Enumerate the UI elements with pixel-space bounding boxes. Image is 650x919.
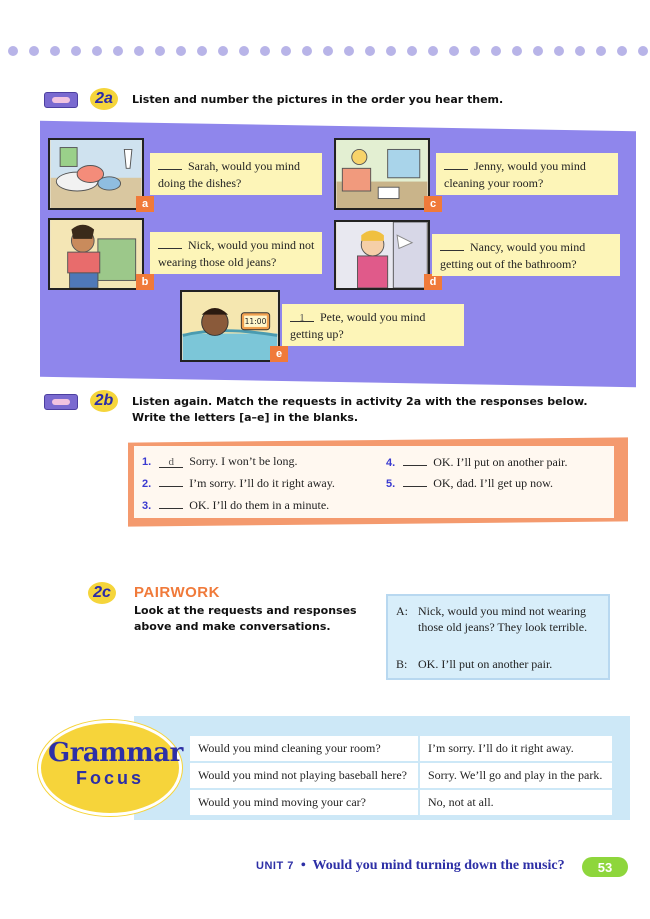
picture-bathroom [334,220,430,290]
response-text: OK, dad. I’ll get up now. [433,476,554,490]
response-number: 5. [386,478,396,490]
dishes-illustration [50,140,142,208]
request-box-e [282,304,464,346]
response-5 [386,475,553,491]
border-dot [50,46,60,56]
answer-blank[interactable]: 1 [290,310,314,322]
top-dotted-border [0,46,650,58]
section-badge-2a: 2a [90,88,118,110]
unit-title: Would you mind turning down the music? [312,858,565,873]
conversation-line-b [396,656,606,672]
request-text: Pete, would you mind getting up? [290,310,426,341]
speaker-text: Nick, would you mind not wearing those old jeans? They look terrible. [418,604,588,634]
grammar-response-cell: No, not at all. [419,789,613,816]
table-row [189,735,613,762]
border-dot [575,46,585,56]
grammar-focus-table [188,734,614,817]
grammar-response-cell: Sorry. We’ll go and play in the park. [419,762,613,789]
pairwork-title: PAIRWORK [134,584,220,601]
border-dot [617,46,627,56]
bathroom-illustration [336,222,428,288]
border-dot [29,46,39,56]
border-dot [176,46,186,56]
request-box-a [150,153,322,195]
section-2a-header [44,92,503,110]
section-2a-instruction: Listen and number the pictures in the order you hear them. [132,93,504,106]
request-text: Sarah, would you mind doing the dishes? [158,159,300,190]
border-dot [491,46,501,56]
speaker-label: A: [396,604,408,618]
border-dot [260,46,270,56]
answer-blank[interactable] [158,237,182,249]
request-text: Nancy, would you mind getting out of the bathroom? [440,240,586,271]
picture-messy-room [334,138,430,210]
border-dot [302,46,312,56]
border-dot [638,46,648,56]
answer-blank[interactable]: d [159,456,183,468]
border-dot [344,46,354,56]
pairwork-instruction: Look at the requests and responses above and make conversations. [134,604,357,633]
border-dot [596,46,606,56]
picture-letter-d: d [424,274,442,290]
border-dot [155,46,165,56]
border-dot [365,46,375,56]
conversation-line-a [396,603,606,635]
request-text: Jenny, would you mind cleaning your room? [444,159,586,190]
getting-up-illustration [182,292,278,360]
grammar-focus-title: Grammar [48,738,183,768]
unit-label: UNIT 7 [256,860,294,872]
speaker-label: B: [396,657,408,671]
response-text: Sorry. I won’t be long. [189,454,298,468]
border-dot [512,46,522,56]
border-dot [554,46,564,56]
response-1 [142,454,298,469]
response-2 [142,475,335,491]
table-row [189,789,613,816]
grammar-request-cell: Would you mind cleaning your room? [189,735,419,762]
border-dot [113,46,123,56]
page-footer [256,858,565,874]
border-dot [428,46,438,56]
section-badge-2b: 2b [90,390,118,412]
border-dot [71,46,81,56]
response-number: 1. [142,456,152,468]
border-dot [470,46,480,56]
response-number: 2. [142,478,152,490]
border-dot [407,46,417,56]
response-4 [386,454,568,470]
grammar-request-cell: Would you mind moving your car? [189,789,419,816]
picture-dishes [48,138,144,210]
border-dot [8,46,18,56]
border-dot [218,46,228,56]
answer-blank[interactable] [159,475,183,487]
picture-letter-e: e [270,346,288,362]
request-box-d [432,234,620,276]
answer-blank[interactable] [403,454,427,466]
grammar-focus-subtitle: Focus [75,768,144,788]
section-2b-header [44,394,622,426]
cassette-icon [44,92,78,108]
answer-blank[interactable] [444,158,468,170]
picture-letter-a: a [136,196,154,212]
grammar-request-cell: Would you mind not playing baseball here? [189,762,419,789]
picture-getting-up [180,290,280,362]
border-dot [449,46,459,56]
cassette-icon [44,394,78,410]
border-dot [386,46,396,56]
table-row [189,762,613,789]
page-number: 53 [582,857,628,877]
response-3 [142,497,329,513]
border-dot [134,46,144,56]
answer-blank[interactable] [158,158,182,170]
border-dot [323,46,333,56]
border-dot [533,46,543,56]
response-number: 3. [142,500,152,512]
request-box-c [436,153,618,195]
messy-room-illustration [336,140,428,208]
response-text: OK. I’ll put on another pair. [433,455,568,469]
grammar-response-cell: I’m sorry. I’ll do it right away. [419,735,613,762]
speaker-text: OK. I’ll put on another pair. [418,657,553,671]
border-dot [281,46,291,56]
response-text: OK. I’ll do them in a minute. [189,498,330,512]
old-jeans-illustration [50,220,142,288]
picture-letter-b: b [136,274,154,290]
request-box-b [150,232,322,274]
answer-blank[interactable] [403,475,427,487]
picture-letter-c: c [424,196,442,212]
border-dot [239,46,249,56]
request-text: Nick, would you mind not wearing those old jeans? [158,238,315,269]
border-dot [197,46,207,56]
response-number: 4. [386,457,396,469]
picture-old-jeans [48,218,144,290]
alarm-clock-text: 11:00 [244,317,267,327]
footer-bullet: • [300,858,306,873]
response-text: I’m sorry. I’ll do it right away. [189,476,335,490]
section-badge-2c: 2c [88,582,116,604]
answer-blank[interactable] [440,239,464,251]
border-dot [92,46,102,56]
section-2b-instruction: Listen again. Match the requests in activity 2a with the responses below. Write the letters [a–e] in the blanks. [132,395,588,424]
answer-blank[interactable] [159,497,183,509]
